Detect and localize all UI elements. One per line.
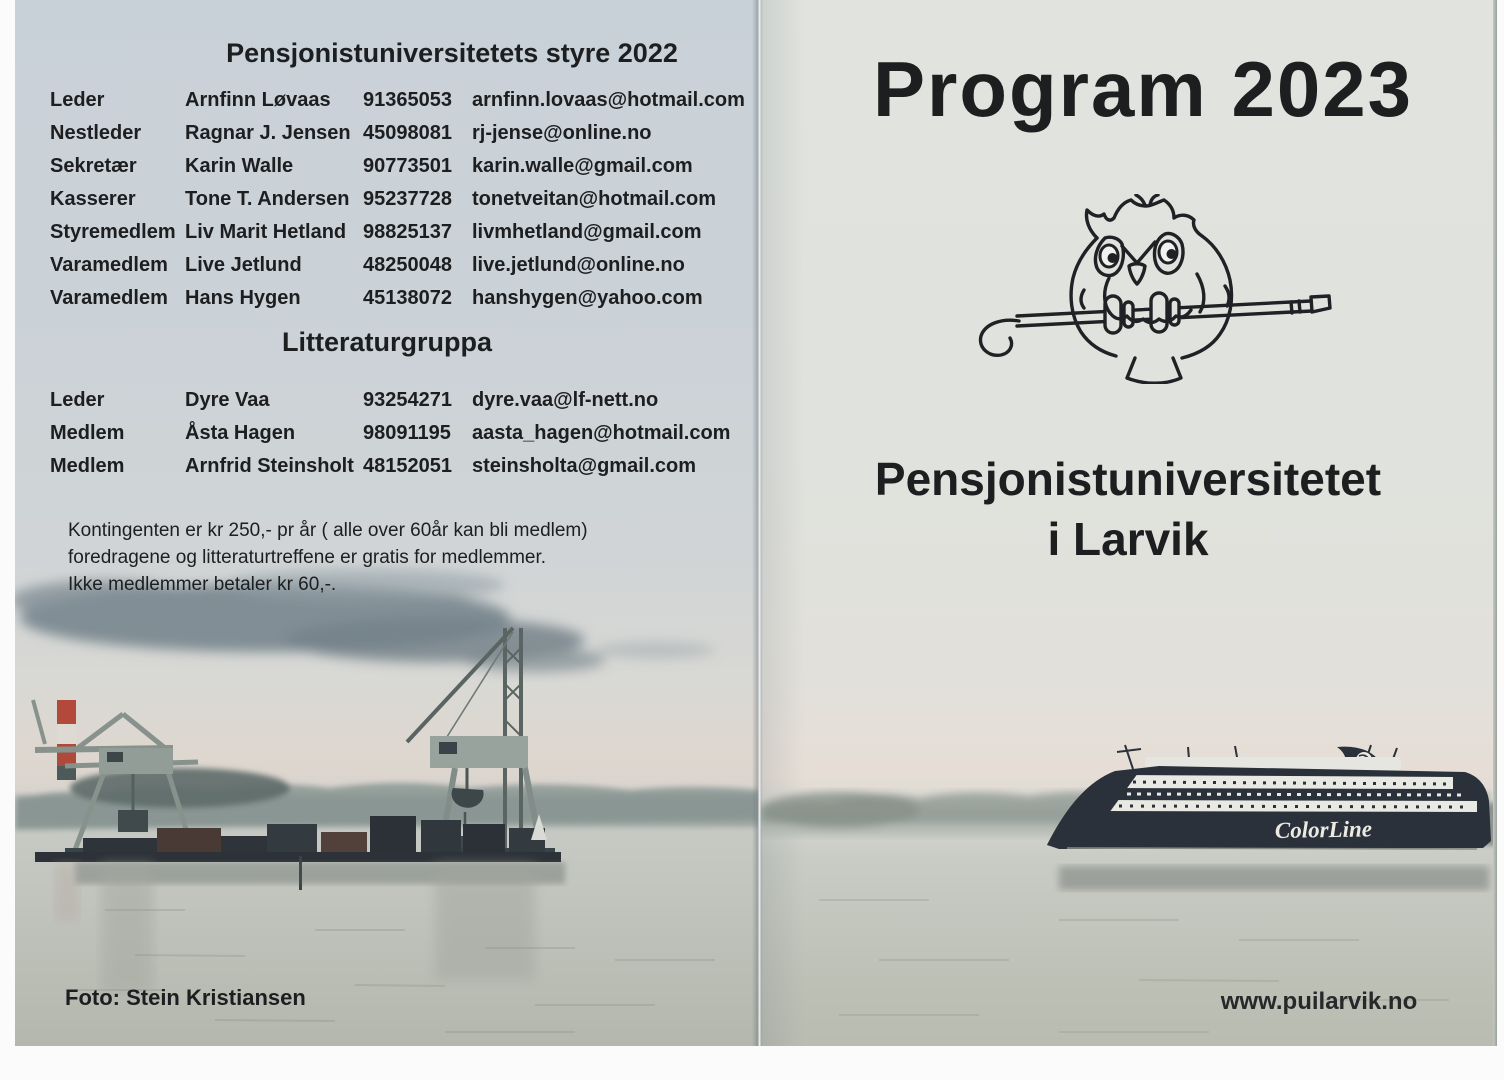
- owl-feet-base: [1127, 358, 1181, 383]
- board-role: Leder: [50, 89, 105, 111]
- board-name: Liv Marit Hetland: [185, 221, 347, 243]
- board-email: rj-jense@online.no: [472, 122, 652, 144]
- board-table: [50, 84, 753, 315]
- owl-body-right: [1182, 236, 1232, 358]
- cane-hook: [981, 320, 1019, 355]
- board-phone: 48250048: [363, 254, 452, 276]
- board-name: Arnfinn Løvaas: [185, 89, 331, 111]
- board-phone: 45138072: [363, 287, 452, 309]
- page-right-edge: [1493, 0, 1497, 1046]
- membership-note: [68, 517, 588, 598]
- board-email: livmhetland@gmail.com: [472, 221, 702, 243]
- literature-group-table: [50, 384, 753, 483]
- board-name: Live Jetlund: [185, 254, 302, 276]
- brochure-back-page: [15, 0, 759, 1046]
- lit-phone: 98091195: [363, 422, 451, 444]
- board-name: Karin Walle: [185, 155, 294, 177]
- board-email: live.jetlund@online.no: [472, 254, 685, 276]
- board-role: Varamedlem: [50, 287, 168, 309]
- lit-name: Arnfrid Steinsholt: [185, 455, 354, 477]
- board-phone: 95237728: [363, 188, 452, 210]
- board-role: Varamedlem: [50, 254, 168, 276]
- board-phone: 45098081: [363, 122, 452, 144]
- board-role: Nestleder: [50, 122, 142, 144]
- board-email: karin.walle@gmail.com: [472, 155, 693, 177]
- board-phone: 98825137: [363, 221, 452, 243]
- owl-brow-bridge: [1122, 242, 1155, 263]
- colorline-ferry-illustration: [1037, 743, 1497, 883]
- lit-email: aasta_hagen@hotmail.com: [472, 422, 731, 444]
- lit-name: Åsta Hagen: [185, 422, 296, 444]
- literature-group-title: Litteraturgruppa: [281, 327, 492, 357]
- ferry-brand-text: ColorLine: [1274, 816, 1373, 843]
- board-email: arnfinn.lovaas@hotmail.com: [472, 89, 745, 111]
- program-title: Program 2023: [873, 45, 1413, 133]
- org-name-line1: Pensjonistuniversitetet: [874, 453, 1382, 505]
- cane-grip-bump: [1151, 293, 1167, 332]
- org-name-line2: i Larvik: [1047, 513, 1209, 565]
- website-url: www.puilarvik.no: [1220, 988, 1418, 1015]
- photo-credit: Foto: Stein Kristiansen: [65, 985, 306, 1010]
- board-role: Styremedlem: [50, 221, 176, 243]
- cane-grip-bump: [1124, 302, 1133, 327]
- board-phone: 90773501: [363, 155, 452, 177]
- lit-phone: 48152051: [363, 455, 452, 477]
- owl-beak: [1129, 264, 1145, 284]
- lit-name: Dyre Vaa: [185, 389, 270, 411]
- lit-role: Medlem: [50, 455, 125, 477]
- lit-role: Leder: [50, 389, 105, 411]
- membership-note-line: foredragene og litteraturtreffene er gratis for medlemmer.: [68, 547, 547, 568]
- lit-phone: 93254271: [363, 389, 452, 411]
- membership-note-line: Ikke medlemmer betaler kr 60,-.: [68, 574, 337, 595]
- board-email: tonetveitan@hotmail.com: [472, 188, 716, 210]
- owl-with-cane-icon: [959, 194, 1349, 384]
- board-phone: 91365053: [363, 89, 452, 111]
- board-role: Kasserer: [50, 188, 136, 210]
- ferry-lower-band: [1101, 800, 1477, 812]
- membership-note-line: Kontingenten er kr 250,- pr år ( alle over 60år kan bli medlem): [68, 520, 588, 541]
- board-name: Hans Hygen: [185, 287, 301, 309]
- board-title: Pensjonistuniversitetets styre 2022: [226, 38, 678, 68]
- lit-email: dyre.vaa@lf-nett.no: [472, 389, 659, 411]
- brochure-front-page: [759, 0, 1497, 1046]
- board-role: Sekretær: [50, 155, 137, 177]
- lit-email: steinsholta@gmail.com: [472, 455, 696, 477]
- board-email: hanshygen@yahoo.com: [472, 287, 703, 309]
- board-name: Tone T. Andersen: [185, 188, 350, 210]
- fold-crease: [752, 0, 763, 1046]
- cane-tip: [1311, 296, 1330, 312]
- board-name: Ragnar J. Jensen: [185, 122, 351, 144]
- ferry-waterline: [1067, 848, 1477, 849]
- lit-role: Medlem: [50, 422, 125, 444]
